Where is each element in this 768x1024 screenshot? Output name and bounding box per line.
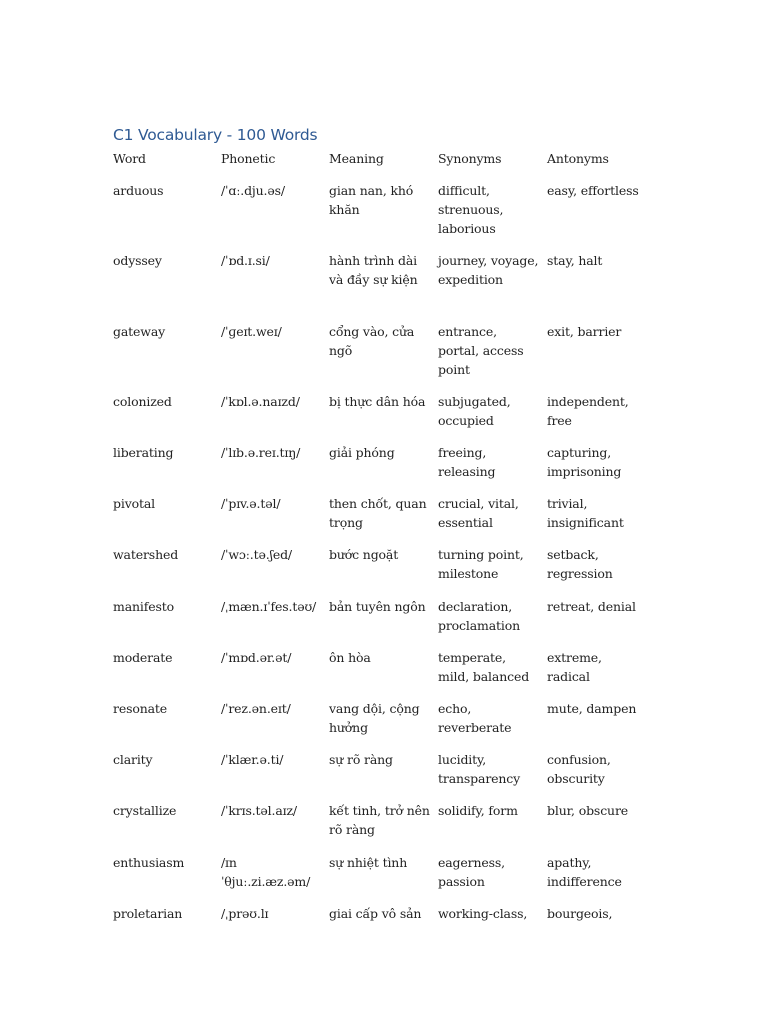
synonyms-cell: temperate, mild, balanced xyxy=(438,650,530,684)
column-header-phonetic: Phonetic xyxy=(221,151,276,166)
synonyms-cell: working-class, xyxy=(438,906,528,921)
column-header-synonyms: Synonyms xyxy=(438,151,502,166)
table-row xyxy=(113,801,653,853)
table-row xyxy=(113,322,653,392)
synonyms-cell: echo, reverberate xyxy=(438,701,512,735)
phonetic-cell: /ˈɡeɪt.weɪ/ xyxy=(221,324,282,339)
phonetic-cell: /ˌmæn.ɪˈfes.təʊ/ xyxy=(221,599,317,614)
word-cell: enthusiasm xyxy=(113,855,185,870)
table-header-row xyxy=(113,149,653,181)
synonyms-cell: freeing, releasing xyxy=(438,445,496,479)
meaning-cell: gian nan, khó khăn xyxy=(329,183,414,217)
phonetic-cell: /ˈɒd.ɪ.si/ xyxy=(221,253,270,268)
word-cell: odyssey xyxy=(113,253,162,268)
synonyms-cell: turning point, milestone xyxy=(438,547,524,581)
synonyms-cell: declaration, proclamation xyxy=(438,599,521,633)
antonyms-cell: blur, obscure xyxy=(547,803,629,818)
synonyms-cell: entrance, portal, access point xyxy=(438,324,524,377)
meaning-cell: kết tinh, trở nên rõ ràng xyxy=(329,803,430,837)
phonetic-cell: /ˈrez.ən.eɪt/ xyxy=(221,701,291,716)
word-cell: crystallize xyxy=(113,803,177,818)
word-cell: gateway xyxy=(113,324,166,339)
word-cell: colonized xyxy=(113,394,172,409)
phonetic-cell: /ˈwɔː.tə.ʃed/ xyxy=(221,547,292,562)
meaning-cell: cổng vào, cửa ngõ xyxy=(329,324,415,358)
phonetic-cell: /ˈmɒd.ər.ət/ xyxy=(221,650,292,665)
table-row xyxy=(113,443,653,494)
synonyms-cell: journey, voyage, expedition xyxy=(438,253,539,287)
word-cell: manifesto xyxy=(113,599,174,614)
phonetic-cell: /ˈɑː.dju.əs/ xyxy=(221,183,285,198)
synonyms-cell: crucial, vital, essential xyxy=(438,496,519,530)
phonetic-cell: /ɪnˈθjuː.zi.æz.əm/ xyxy=(221,855,311,889)
word-cell: watershed xyxy=(113,547,179,562)
antonyms-cell: extreme, radical xyxy=(547,650,602,684)
synonyms-cell: eagerness, passion xyxy=(438,855,505,889)
column-header-antonyms: Antonyms xyxy=(547,151,609,166)
phonetic-cell: /ˈlɪb.ə.reɪ.tɪŋ/ xyxy=(221,445,301,460)
synonyms-cell: solidify, form xyxy=(438,803,518,818)
antonyms-cell: setback, regression xyxy=(547,547,613,581)
meaning-cell: ôn hòa xyxy=(329,650,371,665)
word-cell: moderate xyxy=(113,650,173,665)
meaning-cell: then chốt, quan trọng xyxy=(329,496,427,530)
table-row xyxy=(113,648,653,699)
table-row xyxy=(113,392,653,443)
antonyms-cell: independent, free xyxy=(547,394,629,428)
word-cell: resonate xyxy=(113,701,168,716)
word-cell: liberating xyxy=(113,445,174,460)
meaning-cell: sự rõ ràng xyxy=(329,752,393,767)
synonyms-cell: difficult, strenuous, laborious xyxy=(438,183,504,236)
meaning-cell: bị thực dân hóa xyxy=(329,394,426,409)
table-row xyxy=(113,545,653,597)
antonyms-cell: bourgeois, xyxy=(547,906,613,921)
table-row xyxy=(113,750,653,801)
antonyms-cell: retreat, denial xyxy=(547,599,636,614)
antonyms-cell: capturing, imprisoning xyxy=(547,445,622,479)
antonyms-cell: easy, effortless xyxy=(547,183,639,198)
phonetic-cell: /ˈkɒl.ə.naɪzd/ xyxy=(221,394,300,409)
meaning-cell: giải phóng xyxy=(329,445,395,460)
phonetic-cell: /ˌprəʊ.lɪ xyxy=(221,906,269,921)
meaning-cell: bản tuyên ngôn xyxy=(329,599,426,614)
meaning-cell: hành trình dài và đầy sự kiện xyxy=(329,253,418,287)
table-row xyxy=(113,494,653,545)
meaning-cell: sự nhiệt tình xyxy=(329,855,408,870)
table-row xyxy=(113,181,653,251)
word-cell: arduous xyxy=(113,183,164,198)
column-header-word: Word xyxy=(113,151,146,166)
antonyms-cell: apathy, indifference xyxy=(547,855,622,889)
word-cell: clarity xyxy=(113,752,153,767)
table-row xyxy=(113,597,653,648)
table-row xyxy=(113,904,653,928)
phonetic-cell: /ˈklær.ə.ti/ xyxy=(221,752,284,767)
antonyms-cell: trivial, insignificant xyxy=(547,496,624,530)
antonyms-cell: mute, dampen xyxy=(547,701,637,716)
synonyms-cell: lucidity, transparency xyxy=(438,752,521,786)
meaning-cell: vang dội, cộng hưởng xyxy=(329,701,420,735)
meaning-cell: bước ngoặt xyxy=(329,547,399,562)
word-cell: pivotal xyxy=(113,496,156,511)
antonyms-cell: stay, halt xyxy=(547,253,603,268)
phonetic-cell: /ˈkrɪs.təl.aɪz/ xyxy=(221,803,297,818)
antonyms-cell: exit, barrier xyxy=(547,324,622,339)
column-header-meaning: Meaning xyxy=(329,151,384,166)
meaning-cell: giai cấp vô sản xyxy=(329,906,422,921)
word-cell: proletarian xyxy=(113,906,183,921)
table-row xyxy=(113,251,653,322)
antonyms-cell: confusion, obscurity xyxy=(547,752,611,786)
vocabulary-table xyxy=(113,149,653,928)
document-title: C1 Vocabulary - 100 Words xyxy=(113,126,318,144)
table-row xyxy=(113,699,653,750)
phonetic-cell: /ˈpɪv.ə.təl/ xyxy=(221,496,281,511)
synonyms-cell: subjugated, occupied xyxy=(438,394,511,428)
table-row xyxy=(113,853,653,904)
